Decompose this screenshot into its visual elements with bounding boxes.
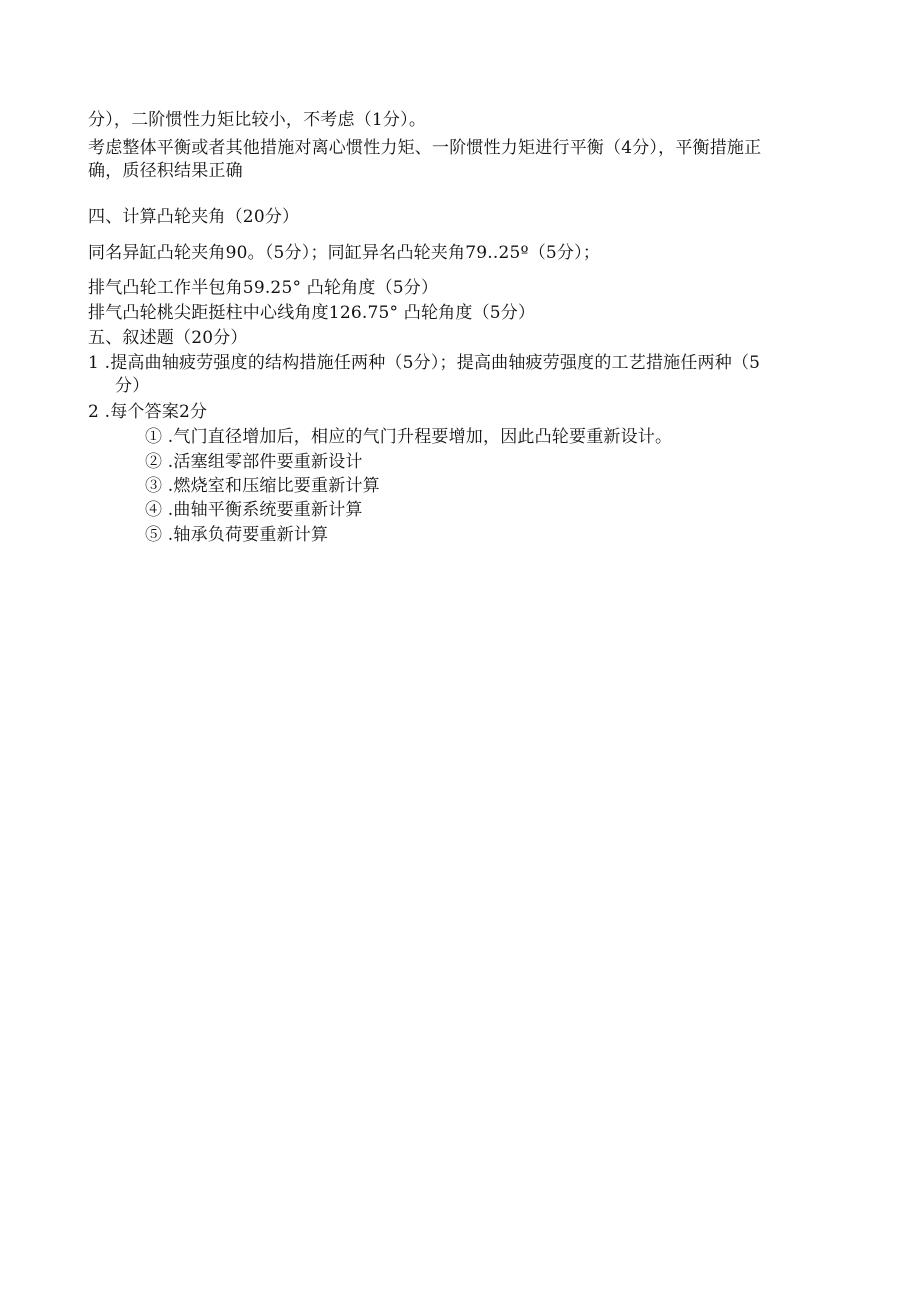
answer-item: ① .气门直径增加后，相应的气门升程要增加，因此凸轮要重新设计。 <box>145 427 673 447</box>
answer-item: ④ .曲轴平衡系统要重新计算 <box>145 500 363 520</box>
paragraph-line: 排气凸轮工作半包角59.25° 凸轮角度（5分） <box>88 278 439 298</box>
paragraph-line: 确，质径积结果正确 <box>88 161 243 181</box>
answer-item: ③ .燃烧室和压缩比要重新计算 <box>145 476 380 496</box>
section-heading: 五、叙述题（20分） <box>88 328 248 348</box>
list-item: 1 .提高曲轴疲劳强度的结构措施任两种（5分）；提高曲轴疲劳强度的工艺措施任两种（5 <box>88 353 761 373</box>
list-item: 2 .每个答案2分 <box>88 402 208 422</box>
paragraph-line: 分），二阶惯性力矩比较小，不考虑（1分）。 <box>88 110 427 130</box>
paragraph-line: 排气凸轮桃尖距挺柱中心线角度126.75° 凸轮角度（5分） <box>88 303 536 323</box>
paragraph-line: 同名异缸凸轮夹角90。（5分）；同缸异名凸轮夹角79..25º（5分）； <box>88 243 601 263</box>
list-item-continuation: 分） <box>115 376 150 396</box>
answer-item: ⑤ .轴承负荷要重新计算 <box>145 525 329 545</box>
answer-item: ② .活塞组零部件要重新设计 <box>145 452 363 472</box>
section-heading: 四、计算凸轮夹角（20分） <box>88 207 300 227</box>
paragraph-line: 考虑整体平衡或者其他措施对离心惯性力矩、一阶惯性力矩进行平衡（4分），平衡措施正 <box>88 138 762 158</box>
